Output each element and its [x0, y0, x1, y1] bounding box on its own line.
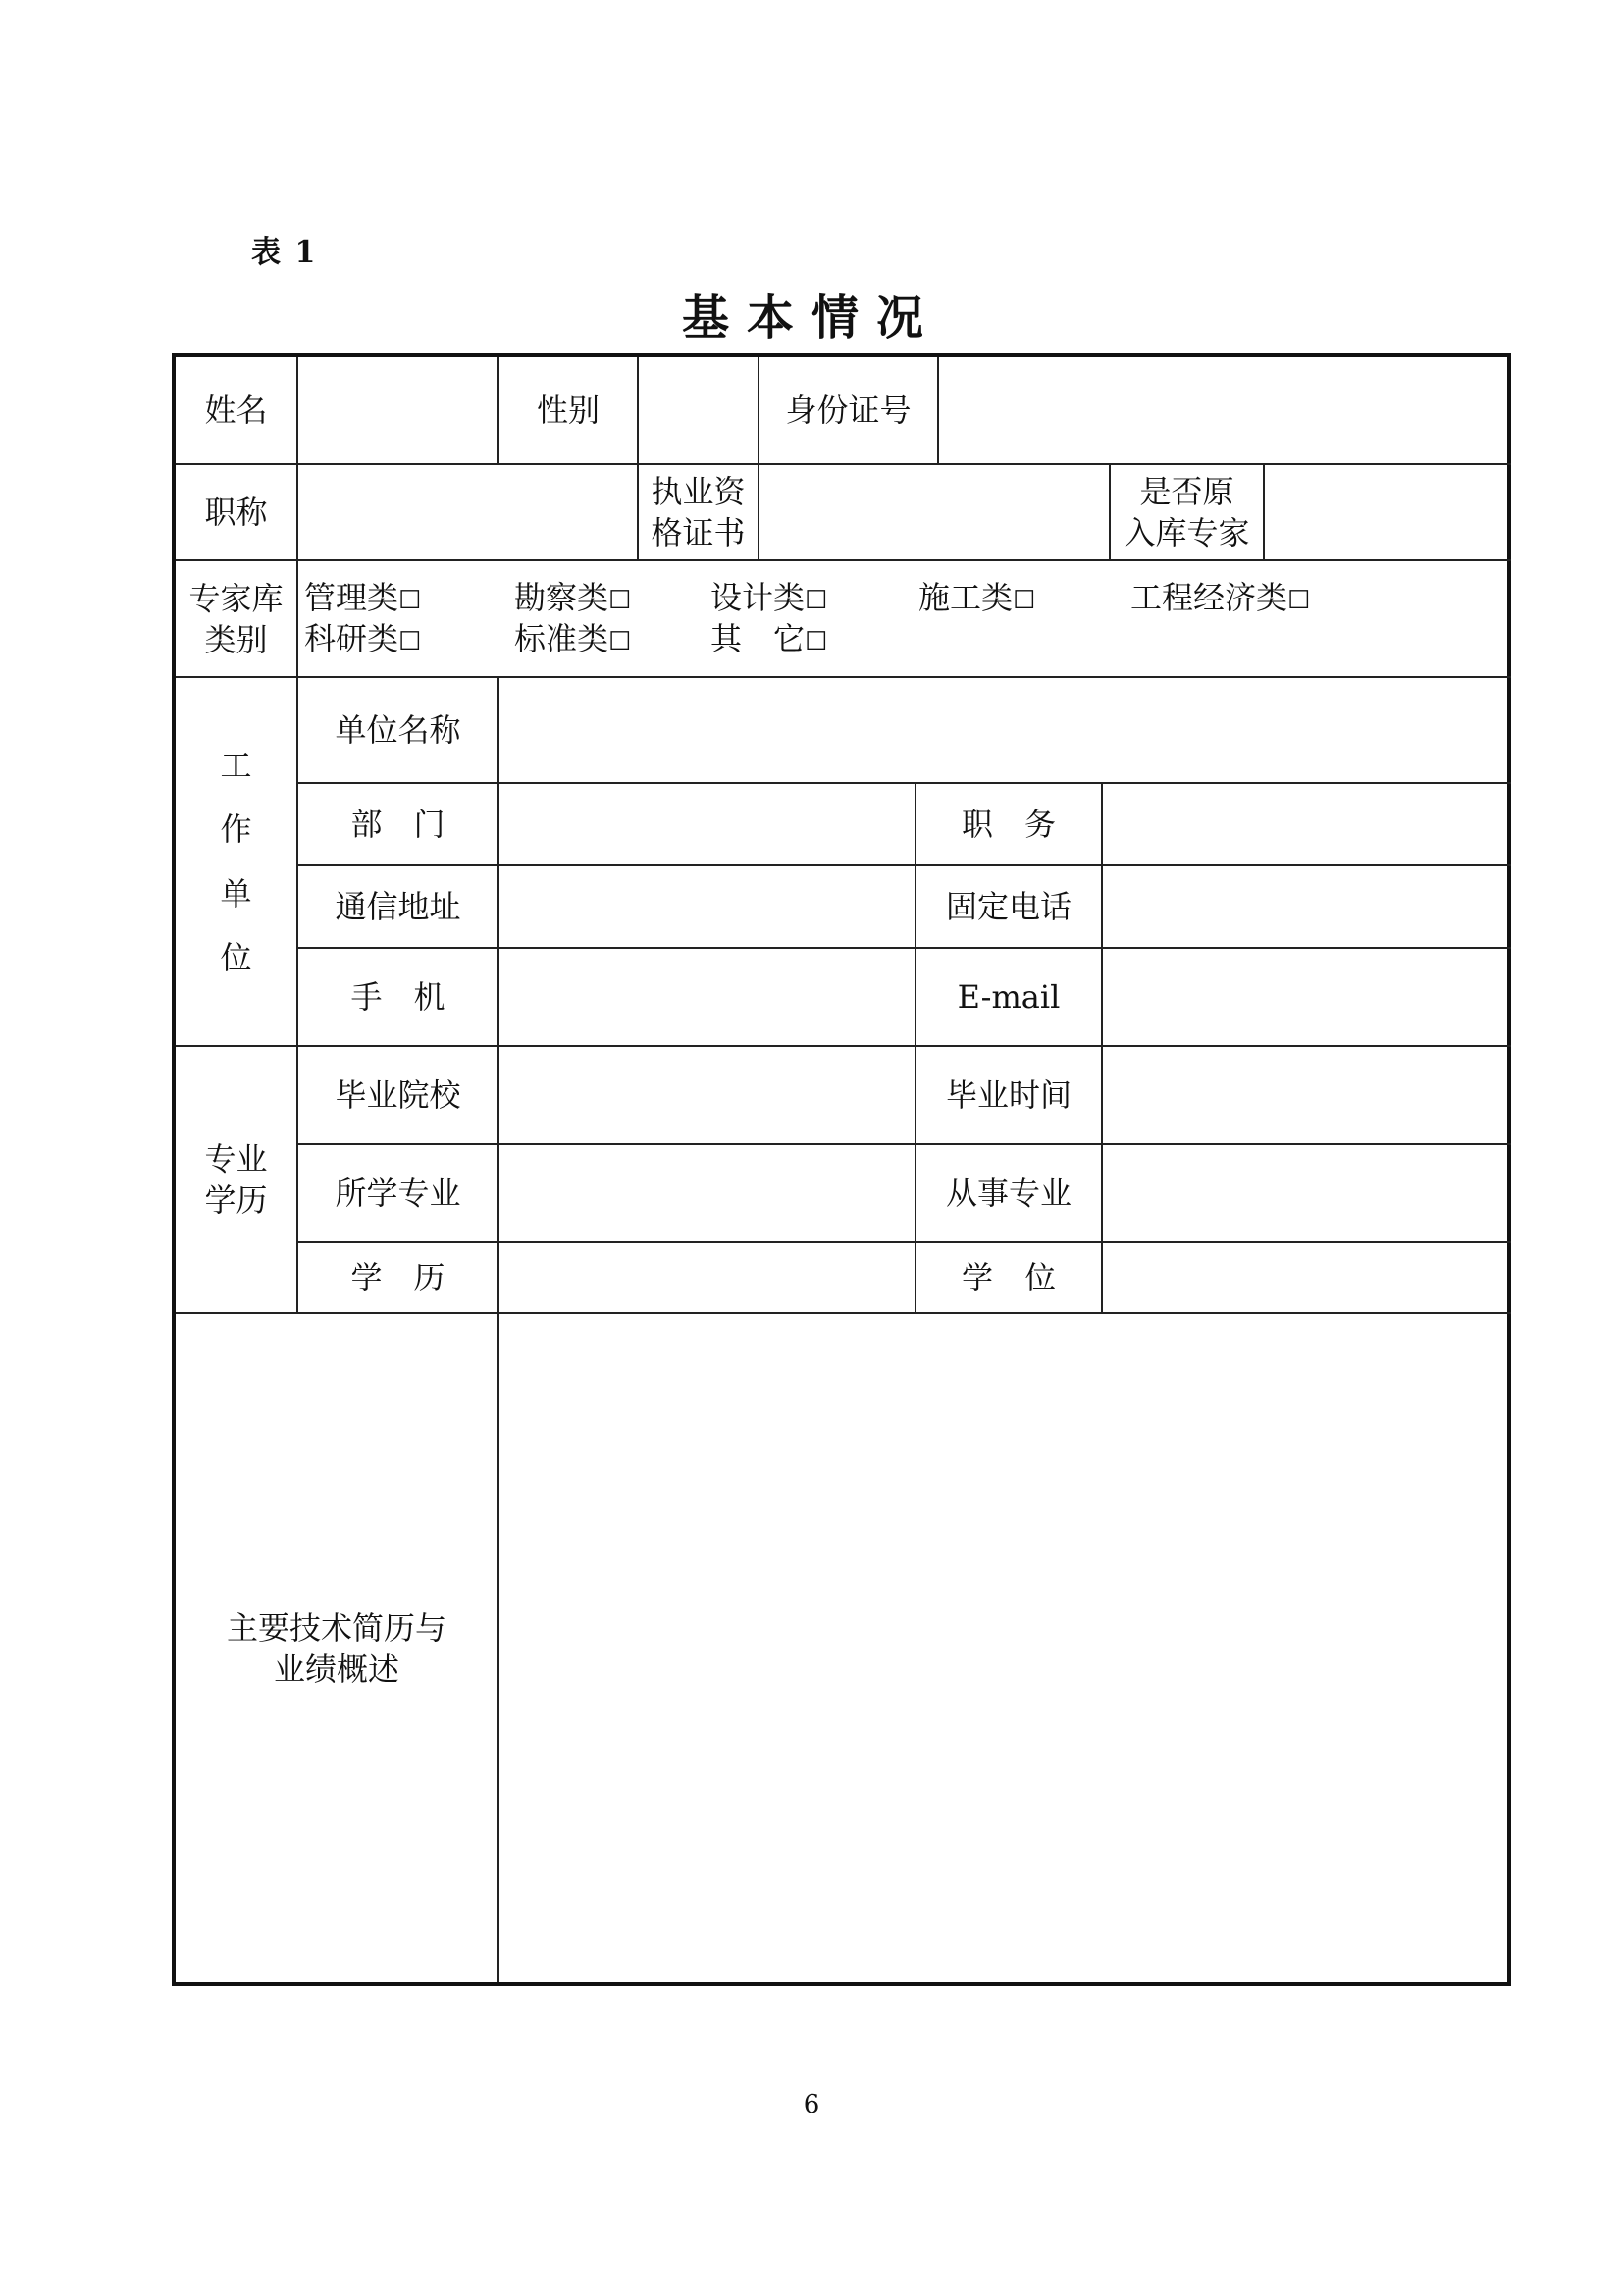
department-field[interactable] — [499, 784, 916, 866]
summary-label-line2: 业绩概述 — [273, 1649, 399, 1688]
former-expert-label-cell — [1111, 465, 1265, 561]
work-unit-char: 工 — [220, 746, 252, 784]
mobile-label: 手 机 — [350, 978, 445, 1016]
category-option-label: 管理类 — [304, 579, 399, 616]
checkbox-icon[interactable]: ☐ — [398, 627, 422, 656]
major-label-cell — [298, 1145, 499, 1243]
unit-name-field[interactable] — [499, 678, 1511, 784]
phone-label-cell — [916, 866, 1103, 949]
grad-time-label-cell — [916, 1047, 1103, 1145]
checkbox-icon[interactable]: ☐ — [1013, 586, 1036, 615]
work-unit-char: 作 — [220, 810, 252, 849]
category-option[interactable] — [1130, 577, 1310, 621]
grad-time-field[interactable] — [1103, 1047, 1511, 1145]
title-field[interactable] — [298, 465, 639, 561]
title-label: 职称 — [204, 494, 268, 531]
id-number-field[interactable] — [939, 357, 1511, 465]
email-field[interactable] — [1103, 949, 1511, 1047]
degree-level-label-cell — [298, 1243, 499, 1314]
category-option[interactable] — [514, 577, 631, 621]
phone-field[interactable] — [1103, 866, 1511, 949]
checkbox-icon[interactable]: ☐ — [608, 627, 632, 656]
work-unit-section-label — [176, 678, 298, 1047]
email-label-cell — [916, 949, 1103, 1047]
degree-label: 学 位 — [961, 1259, 1056, 1296]
position-label-cell — [916, 784, 1103, 866]
name-label: 姓名 — [204, 391, 268, 429]
category-label-cell — [176, 561, 298, 678]
field-field[interactable] — [1103, 1145, 1511, 1243]
category-option-label: 勘察类 — [514, 579, 609, 616]
grad-time-label: 毕业时间 — [945, 1076, 1072, 1114]
title-label-cell — [176, 465, 298, 561]
department-label-cell — [298, 784, 499, 866]
education-section-label — [176, 1047, 298, 1314]
category-option-label: 工程经济类 — [1130, 579, 1288, 616]
field-label-cell — [916, 1145, 1103, 1243]
page-title: 基本情况 — [681, 290, 941, 345]
cert-field[interactable] — [759, 465, 1111, 561]
name-label-cell — [176, 357, 298, 465]
name-field[interactable] — [298, 357, 499, 465]
summary-label-line1: 主要技术简历与 — [226, 1608, 446, 1646]
cert-label-cell — [639, 465, 759, 561]
position-field[interactable] — [1103, 784, 1511, 866]
degree-field[interactable] — [1103, 1243, 1511, 1314]
basic-info-form — [172, 353, 1511, 1986]
department-label: 部 门 — [350, 806, 445, 843]
school-label-cell — [298, 1047, 499, 1145]
field-label: 从事专业 — [945, 1174, 1072, 1212]
school-label: 毕业院校 — [335, 1076, 461, 1114]
work-unit-char: 单 — [220, 874, 252, 913]
category-option[interactable] — [304, 618, 421, 662]
checkbox-icon[interactable]: ☐ — [398, 586, 422, 615]
address-label: 通信地址 — [335, 888, 461, 925]
checkbox-icon[interactable]: ☐ — [805, 586, 828, 615]
gender-label: 性别 — [536, 391, 600, 429]
summary-label-cell — [176, 1314, 499, 1982]
unit-name-label-cell — [298, 678, 499, 784]
education-label-line2: 学历 — [204, 1181, 268, 1219]
category-option[interactable] — [514, 618, 631, 662]
former-expert-field[interactable] — [1265, 465, 1511, 561]
former-expert-label-line2: 入库专家 — [1124, 514, 1250, 551]
id-label-cell — [759, 357, 939, 465]
major-label: 所学专业 — [335, 1174, 461, 1212]
address-field[interactable] — [499, 866, 916, 949]
cert-label-line1: 执业资 — [651, 473, 746, 510]
email-label: E-mail — [957, 978, 1061, 1016]
school-field[interactable] — [499, 1047, 916, 1145]
checkbox-icon[interactable]: ☐ — [805, 627, 828, 656]
education-label-line1: 专业 — [204, 1140, 268, 1177]
major-field[interactable] — [499, 1145, 916, 1243]
category-options — [298, 561, 1511, 678]
category-option-label: 施工类 — [918, 579, 1014, 616]
category-option-label: 科研类 — [304, 620, 399, 657]
phone-label: 固定电话 — [945, 888, 1072, 925]
category-option[interactable] — [710, 577, 827, 621]
address-label-cell — [298, 866, 499, 949]
category-option[interactable] — [304, 577, 421, 621]
degree-level-label: 学 历 — [350, 1259, 445, 1296]
category-option-label: 标准类 — [514, 620, 609, 657]
work-unit-char: 位 — [220, 939, 252, 977]
summary-field[interactable] — [499, 1314, 1511, 1982]
former-expert-label-line1: 是否原 — [1139, 473, 1234, 510]
table-label: 表 1 — [251, 235, 318, 270]
degree-level-field[interactable] — [499, 1243, 916, 1314]
checkbox-icon[interactable]: ☐ — [608, 586, 632, 615]
id-number-label: 身份证号 — [785, 391, 912, 429]
page-number: 6 — [803, 2090, 820, 2119]
degree-label-cell — [916, 1243, 1103, 1314]
mobile-field[interactable] — [499, 949, 916, 1047]
gender-field[interactable] — [639, 357, 759, 465]
checkbox-icon[interactable]: ☐ — [1287, 586, 1311, 615]
position-label: 职 务 — [961, 806, 1056, 843]
cert-label-line2: 格证书 — [651, 514, 746, 551]
category-label-line2: 类别 — [204, 620, 268, 658]
gender-label-cell — [499, 357, 639, 465]
category-option-label: 设计类 — [710, 579, 806, 616]
category-option[interactable] — [710, 618, 827, 662]
category-option[interactable] — [918, 577, 1035, 621]
category-label-line1: 专家库 — [188, 579, 284, 617]
mobile-label-cell — [298, 949, 499, 1047]
unit-name-label: 单位名称 — [335, 711, 461, 749]
category-option-label: 其 它 — [710, 620, 806, 657]
